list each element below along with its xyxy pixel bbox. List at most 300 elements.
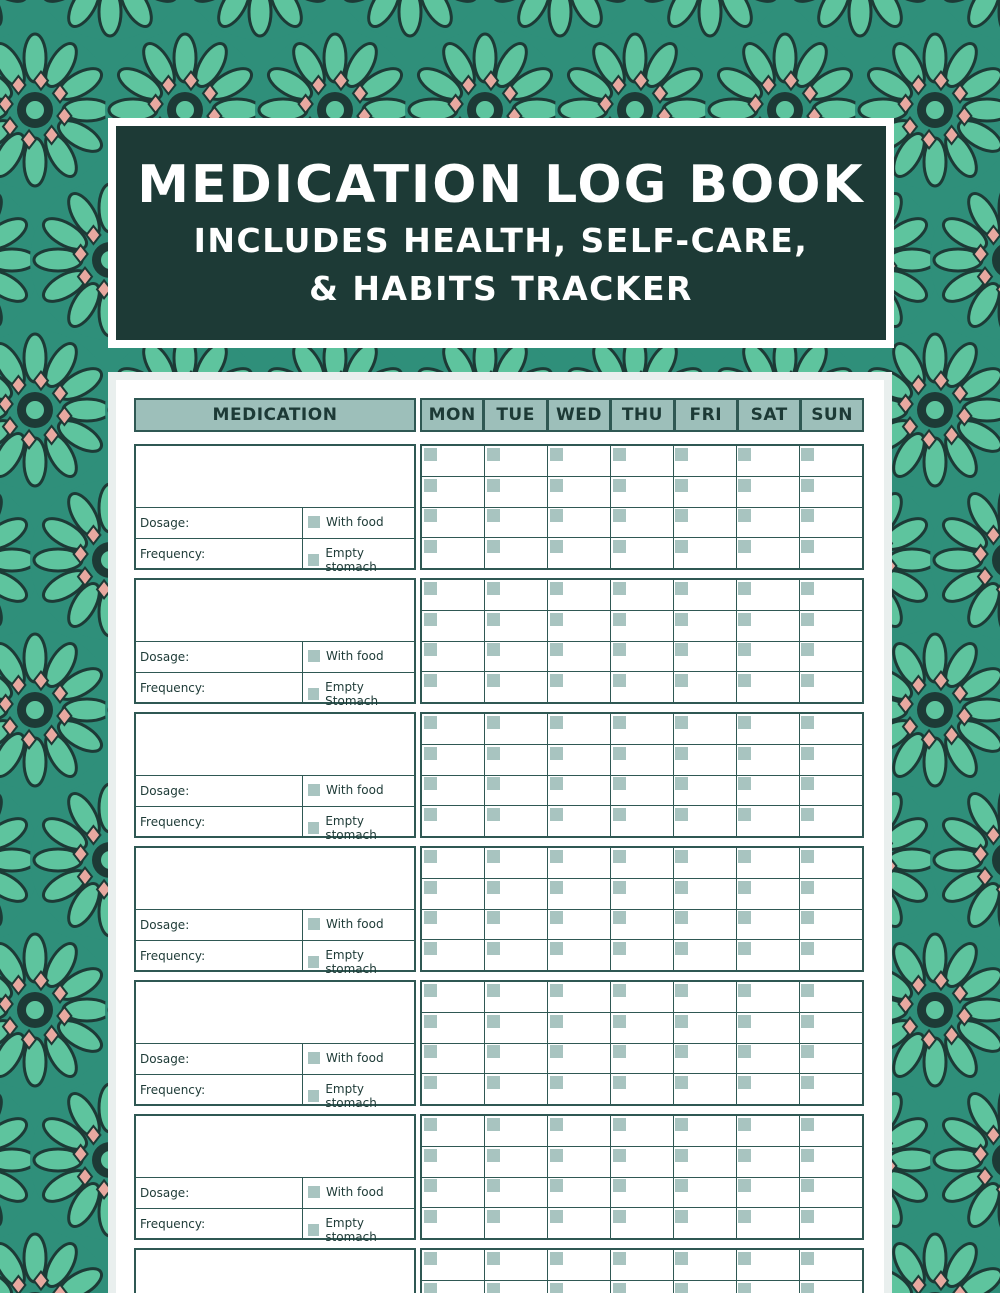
divider	[136, 775, 414, 776]
dose-checkbox[interactable]	[675, 448, 688, 461]
frequency-label: Frequency:	[140, 1083, 206, 1097]
medication-name-field[interactable]	[136, 1116, 414, 1178]
dose-checkbox[interactable]	[675, 613, 688, 626]
day-cell	[422, 1250, 485, 1281]
day-cell	[548, 611, 611, 642]
medication-block	[116, 1114, 884, 1244]
medication-entry	[134, 1248, 416, 1293]
checkbox[interactable]	[308, 1224, 319, 1236]
dose-checkbox[interactable]	[487, 881, 500, 894]
dose-checkbox[interactable]	[675, 1015, 688, 1028]
with-food-option[interactable]	[308, 1185, 384, 1199]
dose-checkbox[interactable]	[738, 674, 751, 687]
dose-checkbox[interactable]	[613, 1045, 626, 1058]
day-cell	[422, 982, 485, 1013]
dose-checkbox[interactable]	[675, 1118, 688, 1131]
dose-checkbox[interactable]	[738, 1118, 751, 1131]
day-cell	[799, 1177, 862, 1208]
day-cell	[611, 580, 674, 611]
empty-stomach-option[interactable]	[308, 1216, 414, 1244]
dose-checkbox[interactable]	[613, 1015, 626, 1028]
dose-checkbox[interactable]	[738, 1149, 751, 1162]
day-cell	[485, 611, 548, 642]
dose-checkbox[interactable]	[738, 911, 751, 924]
dose-checkbox[interactable]	[613, 582, 626, 595]
day-cell	[673, 611, 736, 642]
dose-checkbox[interactable]	[424, 479, 437, 492]
dose-checkbox[interactable]	[738, 942, 751, 955]
dose-checkbox[interactable]	[675, 808, 688, 821]
empty-stomach-option[interactable]	[308, 546, 414, 574]
dose-checkbox[interactable]	[424, 582, 437, 595]
day-cell	[611, 1074, 674, 1105]
dose-checkbox[interactable]	[550, 509, 563, 522]
frequency-label: Frequency:	[140, 547, 206, 561]
dose-checkbox[interactable]	[487, 674, 500, 687]
dose-checkbox[interactable]	[487, 1252, 500, 1265]
dose-checkbox[interactable]	[801, 1252, 814, 1265]
checkbox[interactable]	[308, 1186, 320, 1198]
dose-checkbox[interactable]	[613, 911, 626, 924]
dose-checkbox[interactable]	[613, 643, 626, 656]
dose-checkbox[interactable]	[424, 1210, 437, 1223]
frequency-label: Frequency:	[140, 681, 206, 695]
dose-checkbox[interactable]	[675, 582, 688, 595]
day-checkbox-grid	[420, 578, 864, 704]
medication-name-field[interactable]	[136, 446, 414, 508]
dose-checkbox[interactable]	[738, 448, 751, 461]
dose-checkbox[interactable]	[613, 613, 626, 626]
day-cell	[611, 1013, 674, 1044]
dose-checkbox[interactable]	[738, 509, 751, 522]
dose-checkbox[interactable]	[675, 509, 688, 522]
dose-checkbox[interactable]	[801, 643, 814, 656]
dose-checkbox[interactable]	[738, 777, 751, 790]
day-cell	[548, 641, 611, 672]
day-cell	[548, 909, 611, 940]
checkbox[interactable]	[308, 956, 319, 968]
dose-checkbox[interactable]	[487, 509, 500, 522]
day-cell	[485, 848, 548, 879]
dose-checkbox[interactable]	[738, 1045, 751, 1058]
dose-checkbox[interactable]	[801, 582, 814, 595]
medication-entry	[134, 980, 416, 1110]
medication-block	[116, 980, 884, 1110]
dose-checkbox[interactable]	[424, 747, 437, 760]
day-cell	[422, 446, 485, 477]
dose-checkbox[interactable]	[613, 1210, 626, 1223]
dose-checkbox[interactable]	[675, 1149, 688, 1162]
dose-checkbox[interactable]	[675, 1252, 688, 1265]
with-food-option[interactable]	[308, 917, 384, 931]
dose-checkbox[interactable]	[487, 1118, 500, 1131]
dose-checkbox[interactable]	[550, 582, 563, 595]
dose-checkbox[interactable]	[613, 448, 626, 461]
dose-checkbox[interactable]	[738, 1179, 751, 1192]
divider	[136, 507, 414, 508]
checkbox[interactable]	[308, 822, 319, 834]
dose-checkbox[interactable]	[424, 448, 437, 461]
dose-checkbox[interactable]	[613, 674, 626, 687]
dose-checkbox[interactable]	[487, 747, 500, 760]
with-food-option[interactable]	[308, 515, 384, 529]
day-cell	[548, 1147, 611, 1178]
dose-checkbox[interactable]	[424, 643, 437, 656]
dose-checkbox[interactable]	[424, 1045, 437, 1058]
dose-checkbox[interactable]	[801, 613, 814, 626]
day-cell	[799, 940, 862, 971]
dose-checkbox[interactable]	[738, 582, 751, 595]
dose-checkbox[interactable]	[613, 1283, 626, 1293]
dose-checkbox[interactable]	[613, 984, 626, 997]
dose-checkbox[interactable]	[801, 911, 814, 924]
dose-checkbox[interactable]	[738, 643, 751, 656]
dose-checkbox[interactable]	[738, 1076, 751, 1089]
day-cell	[422, 714, 485, 745]
checkbox[interactable]	[308, 784, 320, 796]
dose-checkbox[interactable]	[424, 984, 437, 997]
dose-checkbox[interactable]	[801, 674, 814, 687]
dose-checkbox[interactable]	[424, 942, 437, 955]
dose-checkbox[interactable]	[801, 1076, 814, 1089]
day-cell	[799, 672, 862, 703]
dose-checkbox[interactable]	[550, 881, 563, 894]
day-cell	[736, 775, 799, 806]
dose-checkbox[interactable]	[424, 1076, 437, 1089]
dose-checkbox[interactable]	[550, 942, 563, 955]
day-cell	[799, 1043, 862, 1074]
day-header-tue: TUE	[483, 398, 547, 432]
dose-checkbox[interactable]	[487, 1210, 500, 1223]
day-cell	[548, 879, 611, 910]
dose-checkbox[interactable]	[675, 479, 688, 492]
dose-checkbox[interactable]	[550, 911, 563, 924]
day-header-fri: FRI	[674, 398, 738, 432]
checkbox[interactable]	[308, 554, 319, 566]
day-cell	[485, 940, 548, 971]
day-cell	[673, 806, 736, 837]
dose-checkbox[interactable]	[613, 1149, 626, 1162]
day-cell	[422, 1281, 485, 1293]
dose-checkbox[interactable]	[424, 1252, 437, 1265]
dose-checkbox[interactable]	[550, 613, 563, 626]
day-cell	[799, 1013, 862, 1044]
day-cell	[548, 1250, 611, 1281]
dose-checkbox[interactable]	[424, 1015, 437, 1028]
dose-checkbox[interactable]	[801, 1118, 814, 1131]
dose-checkbox[interactable]	[801, 509, 814, 522]
dose-checkbox[interactable]	[801, 777, 814, 790]
dose-checkbox[interactable]	[675, 1283, 688, 1293]
dose-checkbox[interactable]	[801, 1045, 814, 1058]
checkbox[interactable]	[308, 1090, 319, 1102]
dose-checkbox[interactable]	[613, 479, 626, 492]
day-cell	[422, 641, 485, 672]
day-cell	[548, 714, 611, 745]
dose-checkbox[interactable]	[738, 1283, 751, 1293]
checkbox[interactable]	[308, 918, 320, 930]
day-checkbox-grid	[420, 444, 864, 570]
day-cell	[548, 1116, 611, 1147]
dose-checkbox[interactable]	[613, 808, 626, 821]
dose-checkbox[interactable]	[487, 582, 500, 595]
dose-checkbox[interactable]	[738, 881, 751, 894]
dose-checkbox[interactable]	[801, 942, 814, 955]
dose-checkbox[interactable]	[550, 716, 563, 729]
dose-checkbox[interactable]	[424, 540, 437, 553]
dose-checkbox[interactable]	[801, 1283, 814, 1293]
dose-checkbox[interactable]	[738, 1015, 751, 1028]
dose-checkbox[interactable]	[613, 1118, 626, 1131]
day-cell	[799, 1250, 862, 1281]
dose-checkbox[interactable]	[801, 479, 814, 492]
empty-stomach-option[interactable]	[308, 948, 414, 976]
dose-checkbox[interactable]	[613, 1252, 626, 1265]
day-checkbox-grid	[420, 712, 864, 838]
dose-checkbox[interactable]	[801, 881, 814, 894]
dose-checkbox[interactable]	[424, 613, 437, 626]
medication-name-field[interactable]	[136, 1250, 414, 1293]
dose-checkbox[interactable]	[801, 1179, 814, 1192]
dose-checkbox[interactable]	[550, 984, 563, 997]
day-cell	[736, 909, 799, 940]
day-cell	[485, 1250, 548, 1281]
dose-checkbox[interactable]	[675, 942, 688, 955]
dose-checkbox[interactable]	[801, 808, 814, 821]
dose-checkbox[interactable]	[675, 540, 688, 553]
dose-checkbox[interactable]	[613, 716, 626, 729]
empty-stomach-option-label: Empty stomach	[325, 1082, 377, 1110]
day-cell	[799, 775, 862, 806]
dose-checkbox[interactable]	[801, 850, 814, 863]
day-cell	[422, 538, 485, 569]
dose-checkbox[interactable]	[675, 777, 688, 790]
day-cell	[736, 1208, 799, 1239]
dose-checkbox[interactable]	[801, 716, 814, 729]
dose-checkbox[interactable]	[487, 643, 500, 656]
dose-checkbox[interactable]	[424, 1118, 437, 1131]
dose-checkbox[interactable]	[550, 448, 563, 461]
day-cell	[736, 611, 799, 642]
empty-stomach-option[interactable]	[308, 1082, 414, 1110]
dose-checkbox[interactable]	[487, 448, 500, 461]
dose-checkbox[interactable]	[675, 1076, 688, 1089]
dose-checkbox[interactable]	[487, 613, 500, 626]
dose-checkbox[interactable]	[550, 1179, 563, 1192]
day-cell	[673, 848, 736, 879]
dose-checkbox[interactable]	[424, 881, 437, 894]
medication-name-field[interactable]	[136, 982, 414, 1044]
dose-checkbox[interactable]	[424, 1283, 437, 1293]
medication-name-field[interactable]	[136, 848, 414, 910]
medication-name-field[interactable]	[136, 580, 414, 642]
dose-checkbox[interactable]	[738, 613, 751, 626]
checkbox[interactable]	[308, 688, 319, 700]
dose-checkbox[interactable]	[738, 479, 751, 492]
day-cell	[673, 446, 736, 477]
frequency-label: Frequency:	[140, 949, 206, 963]
dose-checkbox[interactable]	[424, 808, 437, 821]
dose-checkbox[interactable]	[613, 1076, 626, 1089]
day-cell	[673, 1250, 736, 1281]
dose-checkbox[interactable]	[487, 1015, 500, 1028]
checkbox[interactable]	[308, 650, 320, 662]
dose-checkbox[interactable]	[801, 1210, 814, 1223]
dose-checkbox[interactable]	[487, 911, 500, 924]
dose-checkbox[interactable]	[550, 747, 563, 760]
dose-checkbox[interactable]	[613, 942, 626, 955]
with-food-option-label: With food	[326, 515, 384, 529]
dose-checkbox[interactable]	[487, 777, 500, 790]
dose-checkbox[interactable]	[738, 984, 751, 997]
medication-block	[116, 712, 884, 842]
dose-checkbox[interactable]	[550, 808, 563, 821]
dose-checkbox[interactable]	[424, 777, 437, 790]
day-cell	[799, 1147, 862, 1178]
dose-checkbox[interactable]	[487, 808, 500, 821]
dose-checkbox[interactable]	[801, 540, 814, 553]
with-food-option-label: With food	[326, 1185, 384, 1199]
with-food-option[interactable]	[308, 1051, 384, 1065]
dose-checkbox[interactable]	[738, 716, 751, 729]
dose-checkbox[interactable]	[424, 716, 437, 729]
dose-checkbox[interactable]	[801, 1015, 814, 1028]
with-food-option[interactable]	[308, 649, 384, 663]
dose-checkbox[interactable]	[487, 984, 500, 997]
dose-checkbox[interactable]	[801, 747, 814, 760]
day-checkbox-grid	[420, 980, 864, 1106]
dose-checkbox[interactable]	[675, 643, 688, 656]
day-cell	[611, 1208, 674, 1239]
dose-checkbox[interactable]	[738, 850, 751, 863]
dose-checkbox[interactable]	[424, 850, 437, 863]
dose-checkbox[interactable]	[738, 808, 751, 821]
day-cell	[485, 909, 548, 940]
dose-checkbox[interactable]	[738, 1210, 751, 1223]
dose-checkbox[interactable]	[675, 1179, 688, 1192]
day-cell	[799, 477, 862, 508]
dose-checkbox[interactable]	[550, 1210, 563, 1223]
dose-checkbox[interactable]	[550, 643, 563, 656]
dose-checkbox[interactable]	[550, 674, 563, 687]
dose-checkbox[interactable]	[550, 1149, 563, 1162]
dose-checkbox[interactable]	[550, 1015, 563, 1028]
dose-checkbox[interactable]	[487, 850, 500, 863]
with-food-option[interactable]	[308, 783, 384, 797]
day-cell	[611, 672, 674, 703]
dose-checkbox[interactable]	[738, 540, 751, 553]
dose-checkbox[interactable]	[613, 1179, 626, 1192]
dose-checkbox[interactable]	[550, 1045, 563, 1058]
dose-checkbox[interactable]	[424, 674, 437, 687]
day-cell	[611, 641, 674, 672]
divider	[136, 1074, 414, 1075]
dose-checkbox[interactable]	[613, 850, 626, 863]
dose-checkbox[interactable]	[675, 747, 688, 760]
day-cell	[548, 806, 611, 837]
dose-checkbox[interactable]	[487, 1179, 500, 1192]
divider	[302, 909, 303, 972]
dose-checkbox[interactable]	[550, 850, 563, 863]
day-header-thu: THU	[610, 398, 674, 432]
day-cell	[485, 507, 548, 538]
empty-stomach-option[interactable]	[308, 680, 414, 708]
medication-name-field[interactable]	[136, 714, 414, 776]
dose-checkbox[interactable]	[550, 777, 563, 790]
day-cell	[422, 1116, 485, 1147]
dose-checkbox[interactable]	[738, 747, 751, 760]
dose-checkbox[interactable]	[675, 1210, 688, 1223]
dose-checkbox[interactable]	[675, 716, 688, 729]
day-cell	[548, 580, 611, 611]
dose-checkbox[interactable]	[613, 509, 626, 522]
dose-checkbox[interactable]	[424, 1179, 437, 1192]
dose-checkbox[interactable]	[675, 1045, 688, 1058]
dose-checkbox[interactable]	[675, 674, 688, 687]
dose-checkbox[interactable]	[801, 984, 814, 997]
day-cell	[548, 1208, 611, 1239]
dose-checkbox[interactable]	[550, 1283, 563, 1293]
dose-checkbox[interactable]	[550, 1252, 563, 1265]
dose-checkbox[interactable]	[613, 540, 626, 553]
dose-checkbox[interactable]	[613, 881, 626, 894]
day-cell	[422, 672, 485, 703]
dose-checkbox[interactable]	[550, 540, 563, 553]
checkbox[interactable]	[308, 1052, 320, 1064]
day-cell	[548, 1074, 611, 1105]
day-cell	[422, 1013, 485, 1044]
dose-checkbox[interactable]	[487, 1283, 500, 1293]
dose-checkbox[interactable]	[424, 509, 437, 522]
day-cell	[736, 848, 799, 879]
dose-checkbox[interactable]	[424, 911, 437, 924]
day-cell	[736, 982, 799, 1013]
dose-checkbox[interactable]	[613, 777, 626, 790]
day-cell	[736, 672, 799, 703]
day-cell	[422, 477, 485, 508]
dose-checkbox[interactable]	[487, 540, 500, 553]
dose-checkbox[interactable]	[487, 479, 500, 492]
checkbox[interactable]	[308, 516, 320, 528]
medication-block	[116, 846, 884, 976]
dose-checkbox[interactable]	[487, 1149, 500, 1162]
dose-checkbox[interactable]	[675, 850, 688, 863]
dose-checkbox[interactable]	[738, 1252, 751, 1265]
dose-checkbox[interactable]	[675, 984, 688, 997]
dose-checkbox[interactable]	[550, 1076, 563, 1089]
dose-checkbox[interactable]	[550, 1118, 563, 1131]
dosage-label: Dosage:	[140, 650, 190, 664]
dose-checkbox[interactable]	[487, 1045, 500, 1058]
dose-checkbox[interactable]	[487, 1076, 500, 1089]
dose-checkbox[interactable]	[675, 881, 688, 894]
dose-checkbox[interactable]	[550, 479, 563, 492]
day-cell	[736, 940, 799, 971]
day-cell	[548, 477, 611, 508]
day-cell	[736, 477, 799, 508]
dose-checkbox[interactable]	[487, 716, 500, 729]
empty-stomach-option[interactable]	[308, 814, 414, 842]
dose-checkbox[interactable]	[675, 911, 688, 924]
day-cell	[485, 1177, 548, 1208]
dose-checkbox[interactable]	[487, 942, 500, 955]
divider	[302, 1043, 303, 1106]
dose-checkbox[interactable]	[613, 747, 626, 760]
dose-checkbox[interactable]	[801, 448, 814, 461]
divider	[136, 806, 414, 807]
dose-checkbox[interactable]	[801, 1149, 814, 1162]
dose-checkbox[interactable]	[424, 1149, 437, 1162]
